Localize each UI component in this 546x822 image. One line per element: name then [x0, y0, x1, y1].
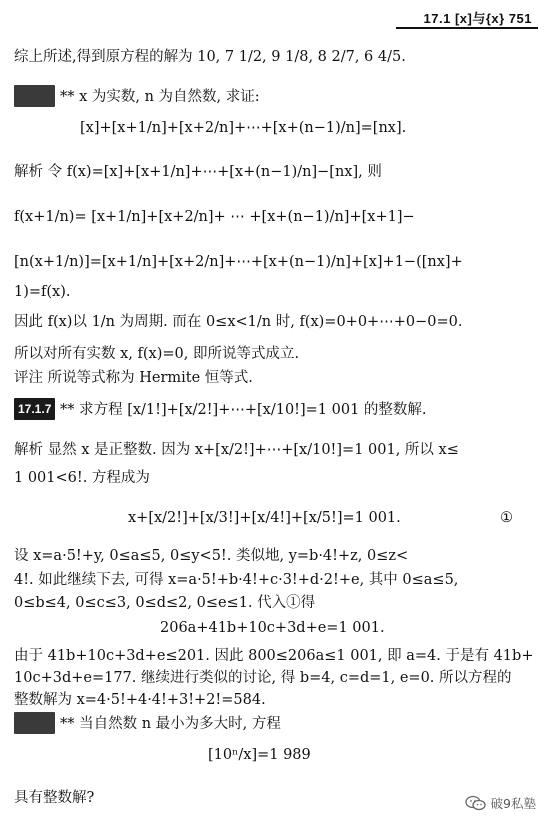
text-line: 1 001<6!. 方程成为	[14, 470, 150, 486]
text-line: 因此 f(x)以 1/n 为周期. 而在 0≤x<1/n 时, f(x)=0+0+⋯+0−0=0.	[14, 314, 463, 330]
problem-line	[14, 398, 427, 420]
text-line: 综上所述,得到原方程的解为 10, 7 1/2, 9 1/8, 8 2/7, 6 4/5.	[14, 49, 406, 65]
equation-line: [10ⁿ/x]=1 989	[208, 747, 311, 763]
text-line: 所以对所有实数 x, f(x)=0, 即所说等式成立.	[14, 346, 300, 362]
text-line: 解析 令 f(x)=[x]+[x+1/n]+⋯+[x+(n−1)/n]−[nx], 则	[14, 164, 382, 180]
equation-line: x+[x/2!]+[x/3!]+[x/4!]+[x/5!]=1 001.	[128, 510, 401, 526]
watermark-text: 破9私塾	[490, 796, 536, 811]
text-line: 4!. 如此继续下去, 可得 x=a·5!+b·4!+c·3!+d·2!+e, 其中 0≤a≤5,	[14, 572, 459, 588]
header-rule	[396, 27, 538, 29]
remark-line: 评注 所说等式称为 Hermite 恒等式.	[14, 370, 253, 386]
problem-number-badge: 17.1.7	[14, 85, 55, 107]
problem-number-badge: 17.1.7	[14, 398, 55, 420]
problem-text: ** x 为实数, n 为自然数, 求证:	[59, 89, 260, 105]
problem-line	[14, 712, 281, 734]
equation-number: ①	[500, 510, 513, 526]
problem-text: ** 当自然数 n 最小为多大时, 方程	[59, 716, 281, 732]
problem-text: ** 求方程 [x/1!]+[x/2!]+⋯+[x/10!]=1 001 的整数解.	[59, 402, 427, 418]
text-line: 10c+3d+e=177. 继续进行类似的讨论, 得 b=4, c=d=1, e=0. 所以方程的	[14, 670, 512, 686]
wechat-icon	[465, 795, 487, 811]
text-line: 由于 41b+10c+3d+e≤201. 因此 800≤206a≤1 001, 即 a=4. 于是有 41b+	[14, 648, 534, 664]
problem-line	[14, 85, 260, 107]
running-header: 17.1 [x]与{x} 751	[423, 11, 532, 26]
equation-line: 1)=f(x).	[14, 284, 71, 300]
equation-line: [n(x+1/n)]=[x+1/n]+[x+2/n]+⋯+[x+(n−1)/n]+[x]+1−([nx]+	[14, 254, 463, 270]
problem-number-badge: 17.1.8	[14, 712, 55, 734]
text-line: 整数解为 x=4·5!+4·4!+3!+2!=584.	[14, 692, 266, 708]
watermark	[465, 794, 536, 812]
equation-line: 206a+41b+10c+3d+e=1 001.	[160, 620, 385, 636]
equation-line: [x]+[x+1/n]+[x+2/n]+⋯+[x+(n−1)/n]=[nx].	[80, 120, 407, 136]
text-line: 0≤b≤4, 0≤c≤3, 0≤d≤2, 0≤e≤1. 代入①得	[14, 595, 316, 611]
text-line: 解析 显然 x 是正整数. 因为 x+[x/2!]+⋯+[x/10!]=1 001, 所以 x≤	[14, 442, 459, 458]
text-line: 具有整数解?	[14, 790, 95, 806]
equation-line: f(x+1/n)= [x+1/n]+[x+2/n]+ ⋯ +[x+(n−1)/n]+[x+1]−	[14, 209, 415, 225]
text-line: 设 x=a·5!+y, 0≤a≤5, 0≤y<5!. 类似地, y=b·4!+z, 0≤z<	[14, 548, 409, 564]
